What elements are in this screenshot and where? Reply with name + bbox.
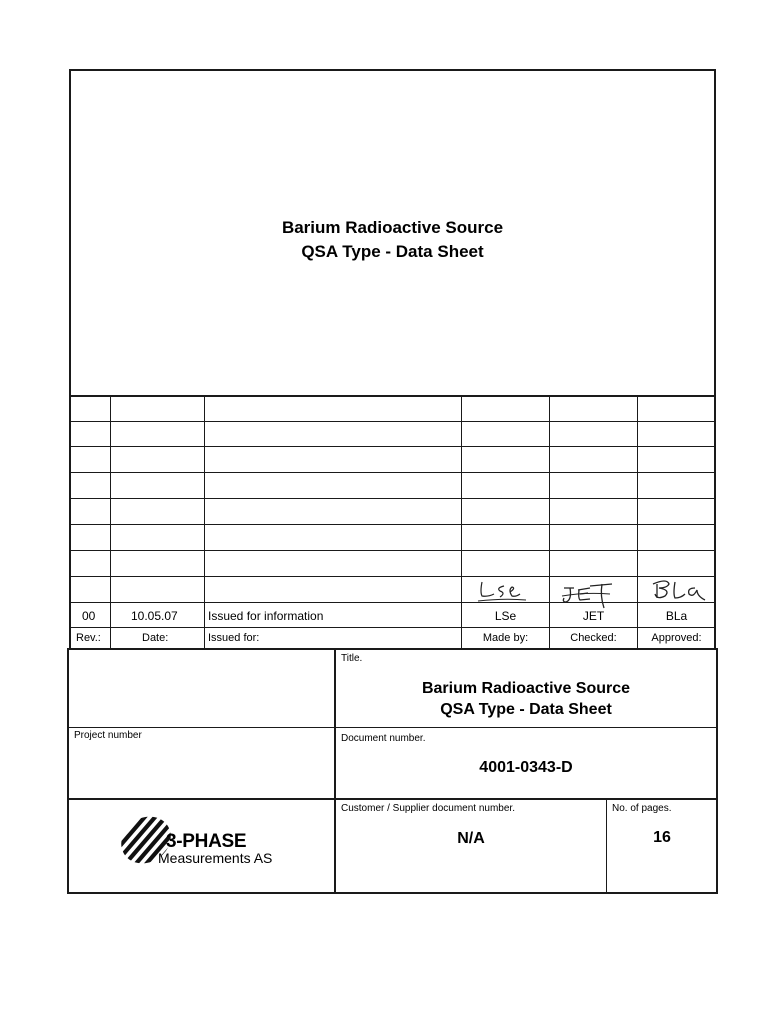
- date-value: 10.05.07: [131, 609, 178, 623]
- cover-box: [69, 69, 716, 397]
- title-block-line2: QSA Type - Data Sheet: [440, 701, 612, 718]
- project-number-label: Project number: [74, 730, 142, 741]
- cover-title-line2: QSA Type - Data Sheet: [301, 242, 484, 261]
- company-logo: [118, 812, 308, 872]
- customer-doc-label: Customer / Supplier document number.: [341, 803, 515, 814]
- signature-approved: [647, 576, 709, 604]
- checked-header: Checked:: [570, 632, 617, 644]
- rev-header: Rev.:: [76, 632, 101, 644]
- rev-value: 00: [82, 609, 96, 623]
- approved-value: BLa: [665, 609, 688, 623]
- document-number-label: Document number.: [341, 733, 426, 744]
- signature-made-by: [476, 578, 536, 604]
- issued-for-value: Issued for information: [208, 609, 324, 623]
- customer-doc-number: N/A: [457, 830, 485, 847]
- made-by-value: LSe: [494, 609, 517, 623]
- title-block-line1: Barium Radioactive Source: [421, 680, 631, 697]
- signature-checked: [560, 580, 614, 610]
- logo-line2: Measurements AS: [158, 850, 273, 866]
- title-label: Title.: [341, 653, 363, 664]
- approved-header: Approved:: [651, 632, 702, 644]
- cover-title-line1: Barium Radioactive Source: [281, 218, 504, 237]
- pages-label: No. of pages.: [612, 803, 672, 814]
- checked-value: JET: [582, 609, 605, 623]
- document-number: 4001-0343-D: [479, 759, 573, 776]
- logo-line1: 3-PHASE: [166, 831, 247, 852]
- pages-count: 16: [653, 829, 671, 846]
- date-header: Date:: [142, 632, 169, 644]
- issued-for-header: Issued for:: [208, 632, 260, 644]
- made-by-header: Made by:: [482, 632, 529, 644]
